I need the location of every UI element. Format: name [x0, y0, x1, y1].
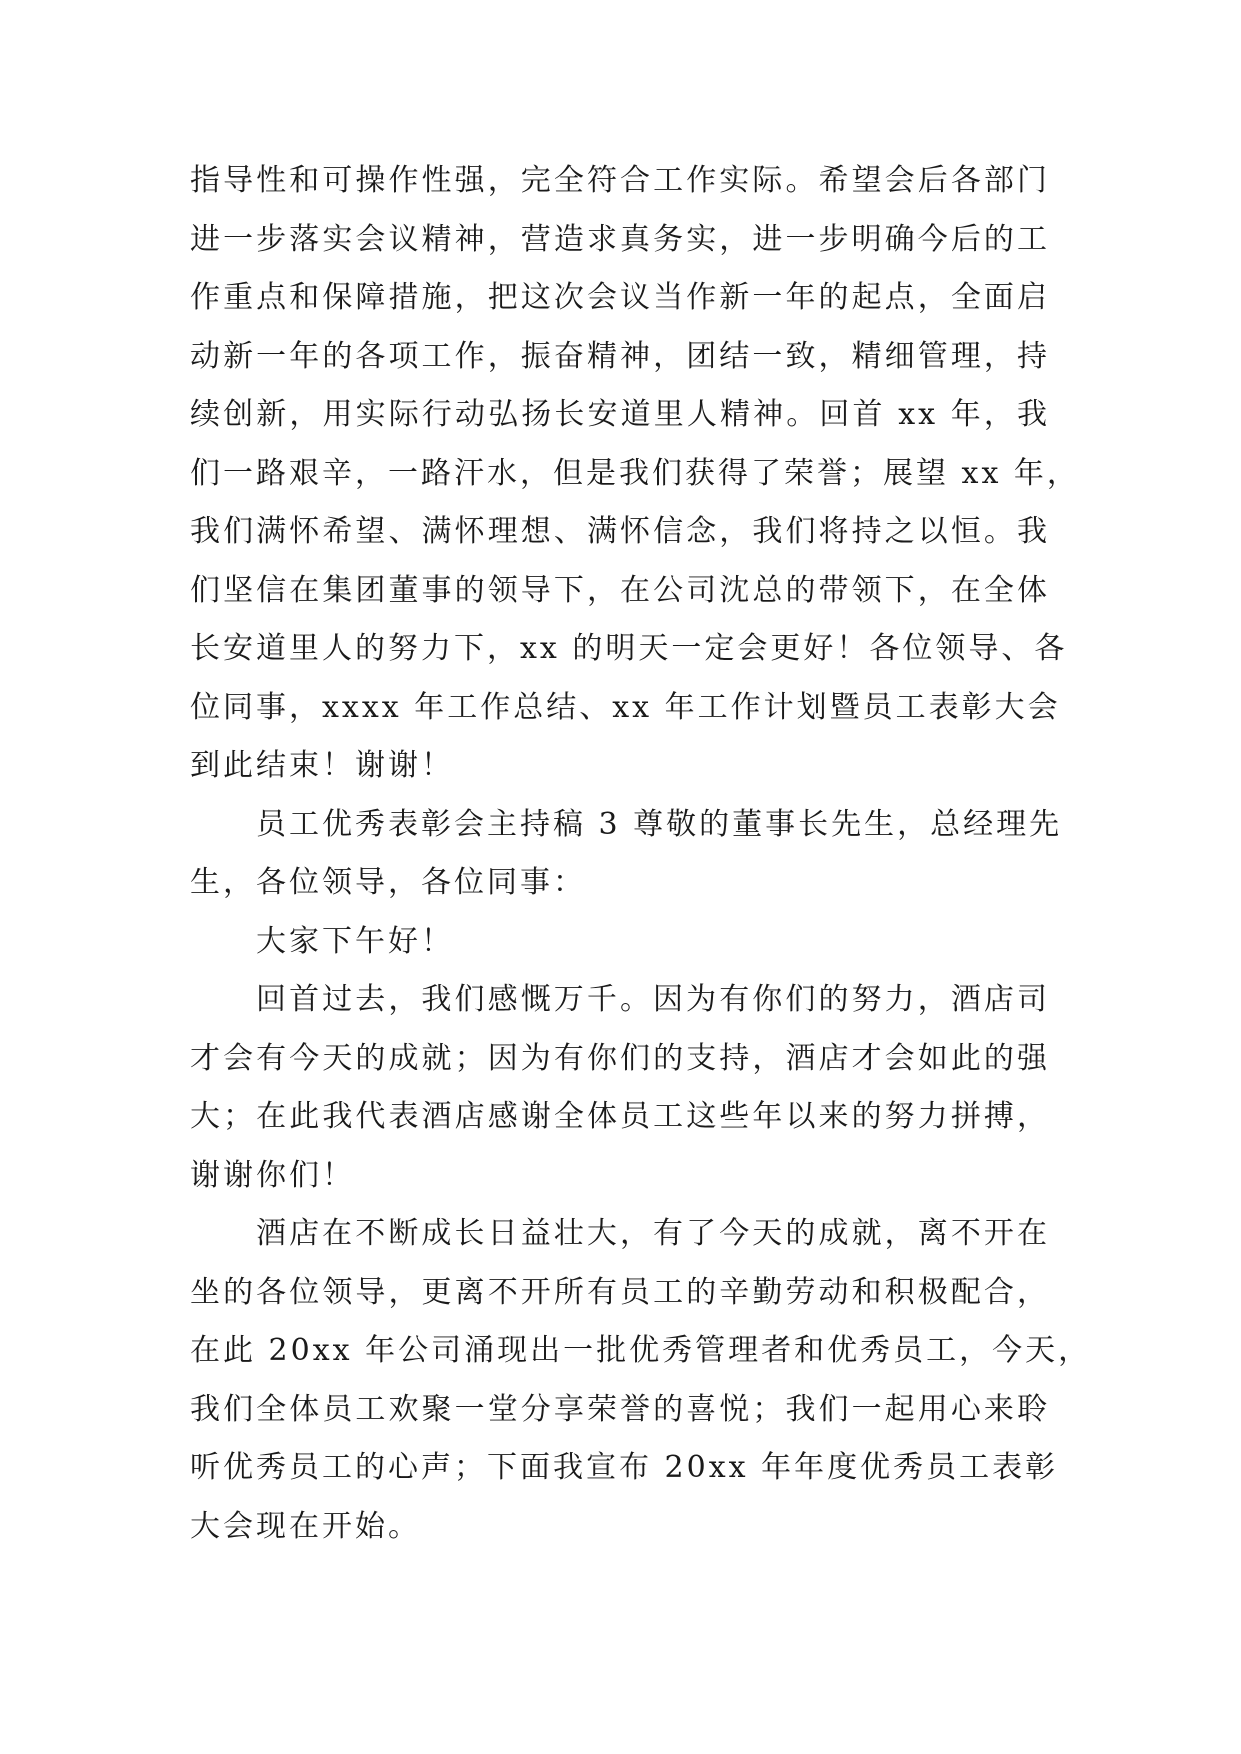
text-line: 长安道里人的努力下，xx 的明天一定会更好！各位领导、各	[190, 631, 1068, 666]
text-line: 到此结束！谢谢！	[190, 748, 454, 783]
text-line: 们一路艰辛，一路汗水，但是我们获得了荣誉；展望 xx 年，	[190, 455, 1080, 491]
text-line: 大；在此我代表酒店感谢全体员工这些年以来的努力拼搏，	[190, 1099, 1050, 1134]
text-line: 动新一年的各项工作，振奋精神，团结一致，精细管理，持	[190, 338, 1050, 374]
text-line: 位同事，xxxx 年工作总结、xx 年工作计划暨员工表彰大会	[190, 689, 1061, 725]
text-line: 才会有今天的成就；因为有你们的支持，酒店才会如此的强	[190, 1040, 1050, 1076]
text-line: 指导性和可操作性强，完全符合工作实际。希望会后各部门	[190, 163, 1050, 198]
text-line: 们坚信在集团董事的领导下，在公司沈总的带领下，在全体	[190, 572, 1050, 608]
text-line: 大会现在开始。	[190, 1508, 421, 1544]
text-line: 我们满怀希望、满怀理想、满怀信念，我们将持之以恒。我	[190, 514, 1050, 549]
text-line: 大家下午好！	[256, 923, 454, 959]
text-line: 坐的各位领导，更离不开所有员工的辛勤劳动和积极配合，	[190, 1274, 1050, 1310]
text-line: 在此 20xx 年公司涌现出一批优秀管理者和优秀员工，今天，	[190, 1333, 1092, 1368]
text-line: 作重点和保障措施，把这次会议当作新一年的起点，全面启	[190, 280, 1050, 315]
text-line: 回首过去，我们感慨万千。因为有你们的努力，酒店司	[256, 982, 1050, 1017]
text-line: 谢谢你们！	[190, 1157, 355, 1193]
text-line: 续创新，用实际行动弘扬长安道里人精神。回首 xx 年，我	[190, 397, 1050, 432]
text-line: 听优秀员工的心声；下面我宣布 20xx 年年度优秀员工表彰	[190, 1450, 1059, 1485]
text-line: 我们全体员工欢聚一堂分享荣誉的喜悦；我们一起用心来聆	[190, 1391, 1050, 1427]
text-line: 员工优秀表彰会主持稿 3 尊敬的董事长先生，总经理先	[256, 806, 1063, 842]
text-line: 酒店在不断成长日益壮大，有了今天的成就，离不开在	[256, 1216, 1050, 1251]
text-line: 生，各位领导，各位同事：	[190, 865, 586, 900]
document-body	[190, 152, 1092, 1556]
text-line: 进一步落实会议精神，营造求真务实，进一步明确今后的工	[190, 221, 1050, 257]
